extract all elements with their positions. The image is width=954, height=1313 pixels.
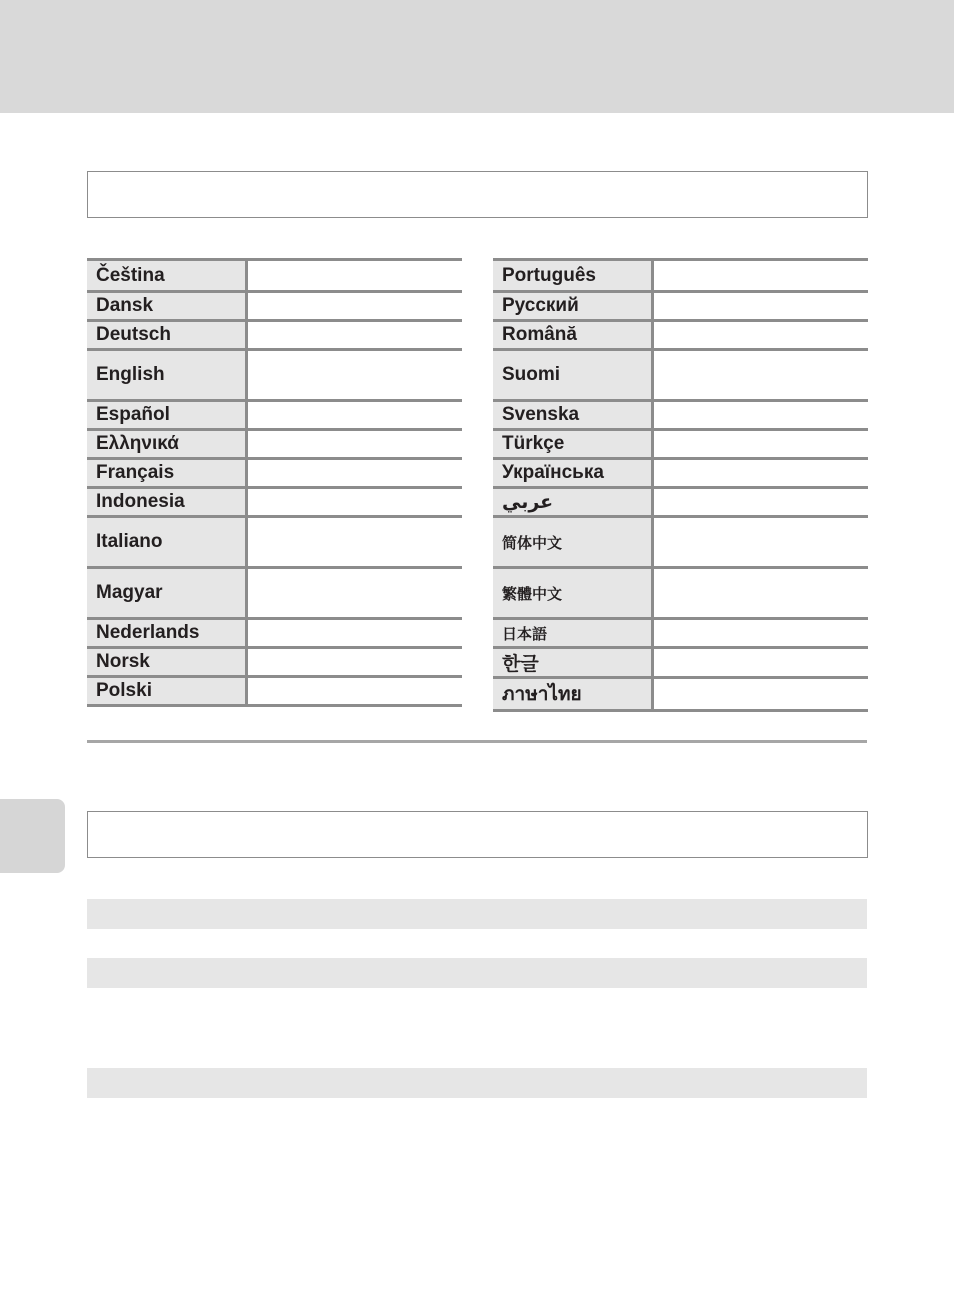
language-value-cell	[652, 459, 868, 488]
language-value-cell	[246, 321, 462, 350]
language-value-cell	[246, 517, 462, 568]
language-name: Português	[493, 260, 652, 292]
language-name: Italiano	[87, 517, 246, 568]
language-value-cell	[652, 430, 868, 459]
language-row	[493, 517, 868, 568]
language-row	[87, 488, 462, 517]
language-row	[493, 401, 868, 430]
language-row	[87, 350, 462, 401]
language-value-cell	[652, 260, 868, 292]
language-value-cell	[246, 648, 462, 677]
language-row	[493, 292, 868, 321]
language-name: Français	[87, 459, 246, 488]
gray-band-1	[87, 899, 867, 929]
language-row	[87, 321, 462, 350]
upper-text-box	[87, 171, 868, 218]
section-divider	[87, 740, 867, 743]
language-name: Dansk	[87, 292, 246, 321]
language-name: Ελληνικά	[87, 430, 246, 459]
language-name: Español	[87, 401, 246, 430]
language-row	[493, 568, 868, 619]
language-value-cell	[652, 648, 868, 678]
language-value-cell	[246, 568, 462, 619]
language-value-cell	[246, 459, 462, 488]
language-value-cell	[652, 678, 868, 711]
language-name: Polski	[87, 677, 246, 706]
language-value-cell	[652, 568, 868, 619]
language-name: Indonesia	[87, 488, 246, 517]
language-value-cell	[246, 430, 462, 459]
language-value-cell	[652, 488, 868, 517]
language-value-cell	[246, 488, 462, 517]
language-name: English	[87, 350, 246, 401]
language-name: Čeština	[87, 260, 246, 292]
language-value-cell	[652, 517, 868, 568]
language-name: Svenska	[493, 401, 652, 430]
language-name: 日本語	[493, 619, 652, 648]
language-row	[493, 678, 868, 711]
language-name: Magyar	[87, 568, 246, 619]
language-table-left	[87, 258, 462, 707]
gray-band-2	[87, 958, 867, 988]
language-row	[87, 648, 462, 677]
language-row	[493, 459, 868, 488]
language-name: ภาษาไทย	[493, 678, 652, 711]
language-row	[493, 488, 868, 517]
language-row	[493, 619, 868, 648]
language-value-cell	[246, 292, 462, 321]
language-name: 繁體中文	[493, 568, 652, 619]
language-value-cell	[652, 321, 868, 350]
language-row	[87, 568, 462, 619]
language-name: Deutsch	[87, 321, 246, 350]
language-row	[87, 517, 462, 568]
language-name: عربي	[493, 488, 652, 517]
language-row	[87, 401, 462, 430]
language-name: Suomi	[493, 350, 652, 401]
language-row	[87, 459, 462, 488]
language-row	[493, 350, 868, 401]
language-value-cell	[246, 677, 462, 706]
language-row	[87, 430, 462, 459]
page-header-band	[0, 0, 954, 113]
language-value-cell	[652, 292, 868, 321]
language-name: 한글	[493, 648, 652, 678]
language-name: 简体中文	[493, 517, 652, 568]
side-index-tab	[0, 799, 65, 873]
language-value-cell	[652, 619, 868, 648]
language-name: Norsk	[87, 648, 246, 677]
language-row	[493, 430, 868, 459]
language-value-cell	[246, 619, 462, 648]
language-row	[493, 260, 868, 292]
language-row	[87, 260, 462, 292]
gray-band-3	[87, 1068, 867, 1098]
language-name: Русский	[493, 292, 652, 321]
language-name: Türkçe	[493, 430, 652, 459]
language-value-cell	[246, 350, 462, 401]
language-name: Nederlands	[87, 619, 246, 648]
language-name: Română	[493, 321, 652, 350]
language-row	[493, 321, 868, 350]
language-name: Українська	[493, 459, 652, 488]
language-row	[87, 292, 462, 321]
language-value-cell	[246, 260, 462, 292]
language-value-cell	[246, 401, 462, 430]
language-row	[493, 648, 868, 678]
language-row	[87, 619, 462, 648]
language-value-cell	[652, 401, 868, 430]
language-row	[87, 677, 462, 706]
lower-text-box	[87, 811, 868, 858]
language-value-cell	[652, 350, 868, 401]
language-table-right	[493, 258, 868, 712]
